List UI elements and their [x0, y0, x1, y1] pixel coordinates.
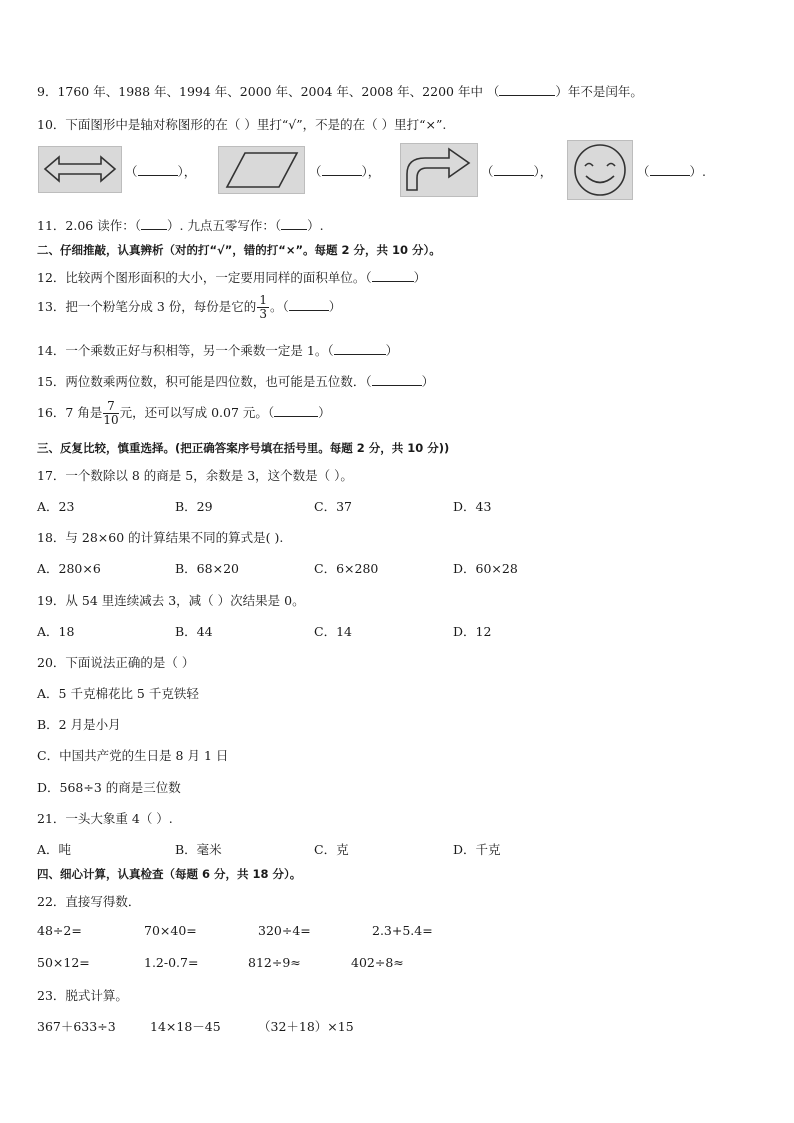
double-arrow-icon — [38, 146, 122, 193]
parallelogram-icon — [218, 146, 305, 194]
question-22: 22．直接写得数． — [37, 894, 141, 909]
calc-item: （32＋18）×15 — [258, 1019, 354, 1034]
fraction: $\frac{7}{10}$ — [103, 399, 119, 427]
smiley-face-icon — [567, 140, 633, 200]
question-9 — [37, 82, 643, 100]
question-15: 15．两位数乘两位数，积可能是四位数，也可能是五位数．（ ） — [37, 374, 435, 389]
question-20: 20．下面说法正确的是（ ） — [37, 655, 195, 670]
calc-item: 812÷9≈ — [248, 955, 301, 970]
question-10 — [37, 115, 446, 133]
section-2-heading: 二、仔细推敲，认真辨析（对的打“√”，错的打“×”。每题 2 分，共 10 分）。 — [37, 243, 441, 257]
option-c[interactable]: C．14 — [314, 624, 352, 639]
section-3-heading: 三、反复比较，慎重选择。(把正确答案序号填在括号里。每题 2 分，共 10 分)) — [37, 441, 450, 455]
option-d[interactable]: D．60×28 — [453, 561, 518, 576]
answer-blank[interactable] — [274, 404, 318, 417]
option-b[interactable]: B．29 — [175, 499, 213, 514]
option-b[interactable]: B．44 — [175, 624, 213, 639]
option-c[interactable]: C．克 — [314, 842, 349, 857]
option-c[interactable]: C．37 — [314, 499, 352, 514]
question-14: 14．一个乘数正好与积相等，另一个乘数一定是 1。（ ） — [37, 343, 399, 358]
option-b[interactable]: B．68×20 — [175, 561, 239, 576]
option-d[interactable]: D．千克 — [453, 842, 501, 857]
calc-item: 1.2-0.7= — [144, 955, 199, 970]
question-number: 9． — [37, 84, 58, 99]
answer-blank[interactable] — [289, 298, 329, 311]
answer-blank[interactable] — [372, 269, 414, 282]
calc-item: 48÷2= — [37, 923, 82, 938]
option-a[interactable]: A．吨 — [37, 842, 72, 857]
question-12: 12．比较两个图形面积的大小，一定要用同样的面积单位。（ ） — [37, 270, 427, 285]
question-23: 23．脱式计算。 — [37, 988, 128, 1003]
figure-answer-2[interactable]: （ ）， — [309, 164, 381, 179]
option-d[interactable]: D．568÷3 的商是三位数 — [37, 780, 181, 795]
answer-blank[interactable] — [281, 217, 307, 230]
question-text: 下面图形中是轴对称图形的在（ ）里打“√”，不是的在（ ）里打“×”. — [65, 117, 447, 132]
answer-blank[interactable] — [372, 373, 422, 386]
option-b[interactable]: B．2 月是小月 — [37, 717, 121, 732]
question-19: 19．从 54 里连续减去 3，减（ ）次结果是 0。 — [37, 593, 305, 608]
option-a[interactable]: A．23 — [37, 499, 75, 514]
option-b[interactable]: B．毫米 — [175, 842, 222, 857]
figure-answer-3[interactable]: （ ）， — [481, 164, 553, 179]
option-a[interactable]: A．5 千克棉花比 5 千克铁轻 — [37, 686, 199, 701]
question-18: 18．与 28×60 的计算结果不同的算式是( ). — [37, 530, 284, 545]
calc-item: 50×12= — [37, 955, 90, 970]
calc-item: 402÷8≈ — [351, 955, 404, 970]
curved-arrow-icon — [400, 143, 478, 197]
answer-blank[interactable] — [334, 342, 386, 355]
calc-item: 70×40= — [144, 923, 197, 938]
answer-blank[interactable] — [141, 217, 167, 230]
question-11: 11．2.06 读作：（ ）. 九点五零写作：（ ）. — [37, 218, 324, 233]
option-d[interactable]: D．12 — [453, 624, 492, 639]
calc-item: 367＋633÷3 — [37, 1019, 116, 1034]
option-a[interactable]: A．280×6 — [37, 561, 101, 576]
answer-blank[interactable] — [499, 83, 555, 96]
figure-answer-4[interactable]: （ ）. — [637, 164, 706, 179]
question-text: 1760 年、1988 年、1994 年、2000 年、2004 年、2008 年、2200 年中 （ — [57, 84, 500, 99]
figure-answer-1[interactable]: （ ）， — [125, 164, 197, 179]
option-c[interactable]: C．中国共产党的生日是 8 月 1 日 — [37, 748, 229, 763]
fraction: $\frac{1}{3}$ — [259, 293, 267, 321]
option-d[interactable]: D．43 — [453, 499, 492, 514]
question-17: 17．一个数除以 8 的商是 5，余数是 3，这个数是（ ）。 — [37, 468, 353, 483]
question-tail: ）年不是闰年。 — [555, 84, 643, 99]
calc-item: 14×18－45 — [150, 1019, 221, 1034]
calc-item: 2.3+5.4= — [372, 923, 433, 938]
option-a[interactable]: A．18 — [37, 624, 75, 639]
calc-item: 320÷4= — [258, 923, 311, 938]
question-13: 13．把一个粉笔分成 3 份，每份是它的 $\frac{1}{3}$ 。（ ） — [37, 293, 342, 321]
question-number: 10． — [37, 117, 66, 132]
question-21: 21．一头大象重 4（ ）. — [37, 811, 173, 826]
section-4-heading: 四、细心计算，认真检查（每题 6 分，共 18 分）。 — [37, 867, 302, 881]
question-16: 16．7 角是 $\frac{7}{10}$ 元，还可以写成 0.07 元。（ ） — [37, 399, 331, 427]
option-c[interactable]: C．6×280 — [314, 561, 379, 576]
